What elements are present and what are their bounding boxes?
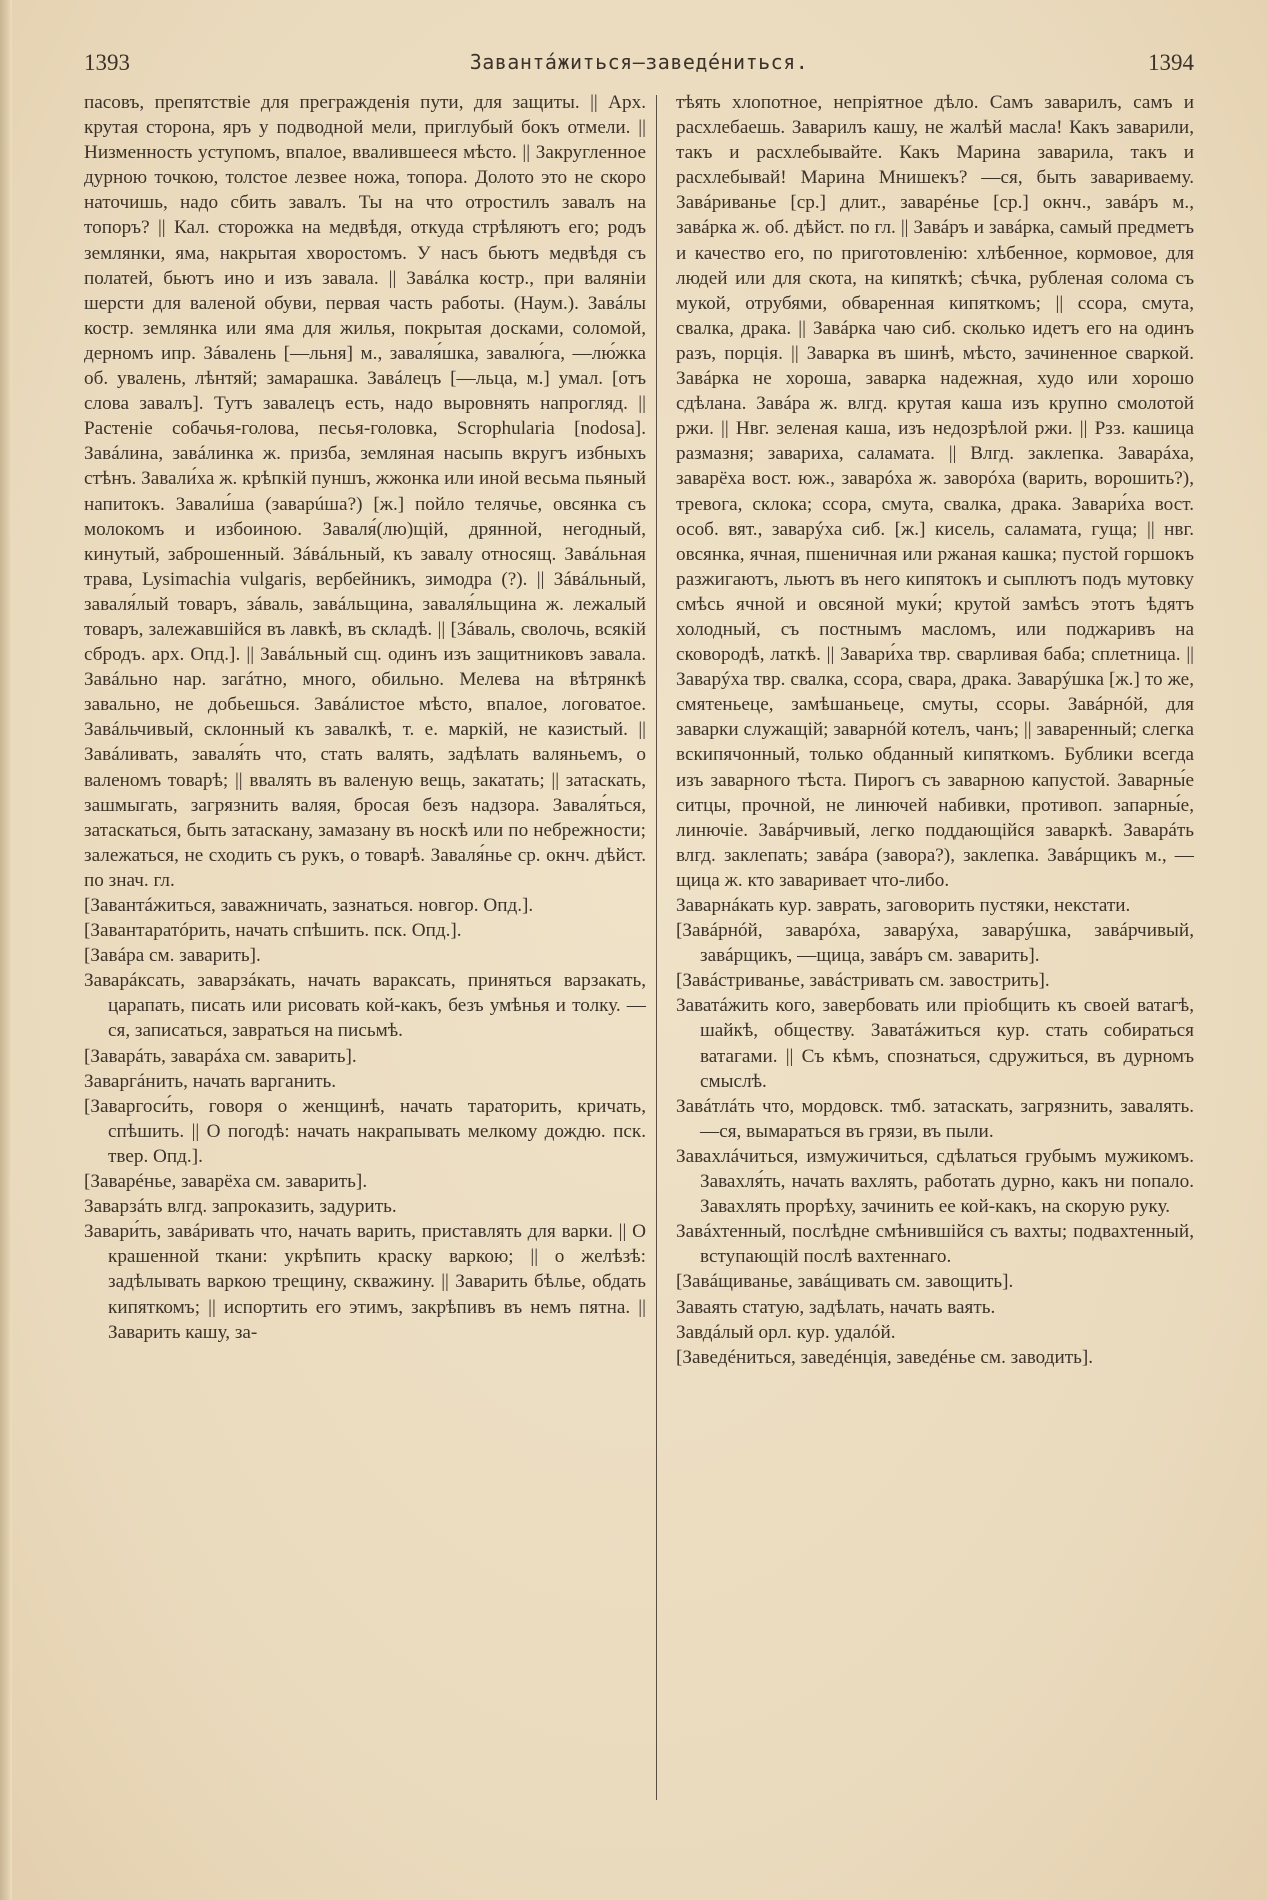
entry-zavedenitsya: [Заведéниться, заведéнція, заведéнье см. заводить]. xyxy=(676,1346,1094,1368)
entry-zavarit: Завари́ть, завáривать что, начать варить, приставлять для варки. || О крашенной ткани: укрѣпить краску варкою; || о желѣзѣ: задѣлывать варкою трещину, скважину. || Заварить бѣлье, обдать кипяткомъ; || испортить его этимъ, закрѣпивъ въ немъ пятна. || Заварить кашу, за- xyxy=(84,1221,646,1343)
right-column xyxy=(676,90,1194,1370)
column-divider xyxy=(656,95,657,1800)
entry-zavayat: Заваять статую, задѣлать, начать ваять. xyxy=(676,1296,996,1318)
entry-zavashchivanye: [Завáщиванье, завáщивать см. завощить]. xyxy=(676,1271,1014,1293)
entry-zavarenye: [Заварéнье, заварёха см. заварить]. xyxy=(84,1171,368,1193)
entry-zavatazhit: Заватáжить кого, завербовать или пріобщить къ своей ватагѣ, шайкѣ, обществу. Заватáжиться кур. стать собираться ватагами. || Съ кѣмъ, спознаться, сдружиться, въ дурномъ смыслѣ. xyxy=(676,995,1194,1092)
entry-zavarnakat: Заварнáкать кур. заврать, заговорить пустяки, некстати. xyxy=(676,895,1131,916)
entry-zavarit-continuation: тѣять хлопотное, непріятное дѣло. Самъ заварилъ, самъ и расхлебаешь. Заварилъ кашу, не жалѣй масла! Какъ заварили, такъ и расхлебывайте. Какъ Марина заварила, такъ и расхлебывай! Марина Мнишекъ? —ся, быть завариваему. Завáриванье [ср.] длит., заварéнье [ср.] окнч., завáръ м., завáрка ж. об. дѣйст. по гл. || Завáръ и завáрка, самый предметъ и качество его, по приготовленію: хлѣбенное, кормовое, для людей или для скота, на кипяткѣ; сѣчка, рубленая солома съ мукой, отрубями, обваренная кипяткомъ; || ссора, смута, свалка, драка. || Завáрка чаю сиб. сколько идетъ его на одинъ разъ, порція. || Заварка въ шинѣ, мѣсто, зачиненное сваркой. Завáрка не хороша, заварка надежная, худо или хорошо сдѣлана. Завáра ж. влгд. крутая каша изъ крупно смолотой ржи. || Нвг. зеленая каша, изъ недозрѣлой ржи. || Рзз. кашица размазня; завариха, саламата. || Влгд. заклепка. Заварáха, заварёха вост. юж., заварóха ж. заворóха (варить, ворошить?), тревога, склока; ссора, смута, свалка, драка. Завари́ха вост. особ. вят., заварýха сиб. [ж.] кисель, саламата, гуща; || нвг. овсянка, ячная, пшеничная или ржаная кашка; пустой горшокъ разжигаютъ, льютъ въ него кипятокъ и сыплютъ подъ мутовку смѣсь ячной и овсяной муки́; крутой замѣсъ этотъ ѣдятъ холодный, съ постнымъ масломъ, или поджаривъ на сковородѣ, латкѣ. || Завари́ха твр. сварливая баба; сплетница. || Заварýха твр. свалка, ссора, свара, драка. Заварýшка [ж.] то же, смятеньеце, замѣшаньеце, смуты, ссоры. Завáрнóй, для заварки служащій; заварнóй котелъ, чанъ; || заваренный; слегка вскипячонный, только обданный кипяткомъ. Бублики всегда изъ заварного тѣста. Пирогъ съ заварною капустой. Заварны́е ситцы, прочной, не линючей набивки, противоп. запарны́е, линючіе. Завáрчивый, легко поддающійся заваркѣ. Заварáть влгд. заклепать; завáра (завора?), заклепка. Завáрщикъ м., —щица ж. кто заваривает что-либо. xyxy=(676,92,1194,891)
entry-zavantazhitsya: [Завантáжиться, заважничать, зазнаться. новгор. Опд.]. xyxy=(84,895,534,916)
entry-zavarat: [Заварáть, заварáха см. заварить]. xyxy=(84,1045,357,1067)
entry-zavarganit: Заваргáнить, начать варганить. xyxy=(84,1070,337,1092)
entry-zavarzat: Заварзáть влгд. запроказить, задурить. xyxy=(84,1196,397,1218)
entry-zavakhtenny: Завáхтенный, послѣдне смѣнившійся съ вахты; подвахтенный, вступающій послѣ вахтеннаго. xyxy=(676,1221,1194,1268)
entry-zavatlat: Завáтлáть что, мордовск. тмб. затаскать, загрязнить, завалять. —ся, вымараться въ грязи, въ пыли. xyxy=(676,1095,1194,1142)
entry-zavara: [Завáра см. заварить]. xyxy=(84,945,261,967)
entry-zavaraksat: Заварáксать, заварзáкать, начать вараксать, приняться варзакать, царапать, писать или рисовать кой-какъ, безъ умѣнья и толку. —ся, записаться, завраться на письмѣ. xyxy=(84,970,646,1042)
entry-continuation: пасовъ, препятствіе для преграждeнія пути, для защиты. || Арх. крутая сторона, яръ у подводной мели, приглубый бокъ отмели. || Низменность уступомъ, впалое, ввалившееся мѣсто. || Закругленное дурною точкою, толстое лезвее ножа, топора. Долото это не скоро наточишь, надо сбить завалъ. Ты на что отростилъ завалъ на топоръ? || Кал. сторожка на медвѣдя, откуда стрѣляютъ его; родъ землянки, яма, накрытая хворостомъ. У насъ бьютъ медвѣдя съ полатей, бьютъ ино и изъ завала. || Завáлка костр., при валяніи шерсти для валеной обуви, первая часть работы. (Наум.). Завáлы костр. землянка или яма для жилья, покрытая досками, соломой, дерномъ ипр. Зáвалень [—льня] м., заваля́шка, завалю́га, —лю́жка об. увалень, лѣнтяй; замарашка. Завáлецъ [—льца, м.] умал. [отъ слова завалъ]. Тутъ завалецъ есть, надо выровнять напрогляд. || Растеніе собачья-голова, песья-головка, Scrophularia [nodosa]. Завáлина, завáлинка ж. призба, земляная насыпь вкругъ избныхъ стѣнъ. Завали́ха ж. крѣпкій пуншъ, жжонка или иной весьма пьяный напитокъ. Завали́ша (заварúша?) [ж.] пойло телячье, овсянка съ молокомъ и избоиною. Заваля́(лю)щій, дрянной, негодный, кинутый, заброшенный. Зáвáльный, къ завалу относящ. Завáльная трава, Lysimachia vulgaris, вербейникъ, зимодра (?). || Зáвáльный, заваля́лый товаръ, зáваль, завáльщина, заваля́льщина ж. лежалый товаръ, залежавшійся въ лавкѣ, въ складѣ. || [Зáваль, сволочь, всякій сбродъ. арх. Опд.]. || Завáльный сщ. одинъ изъ защитниковъ завала. Завáльно нар. загáтно, много, обильно. Мелева на вѣтрянкѣ завально, не добьешься. Завáлистое мѣсто, впалое, логоватое. Завáльчивый, склонный къ завалкѣ, т. е. маркій, не казистый. || Завáливать, заваля́ть что, стать валять, задѣлать валяньемъ, о валеномъ товарѣ; || ввалять въ валеную вещь, закатать; || затаскать, зашмыгать, загрязнить валяя, бросая безъ надзора. Заваля́ться, затаскаться, быть затаскану, замазану въ носкѣ или по небрежности; залежаться, не сходить съ рукъ, о товарѣ. Заваля́нье ср. окнч. дѣйст. по знач. гл. xyxy=(84,92,646,891)
page-number-right: 1394 xyxy=(1148,50,1194,75)
entry-zavdaly: Завдáлый орл. кур. удалóй. xyxy=(676,1321,896,1343)
entry-zavantaratorit: [Завантаратóрить, начать спѣшить. пск. Опд.]. xyxy=(84,920,462,942)
running-head: Завантáжиться—заведéниться. xyxy=(469,50,809,74)
entry-zavakhlachitsya: Завахлáчиться, измужичиться, сдѣлаться грубымъ мужикомъ. Завахля́ть, начать вахлять, работать дурно, какъ ни попало. Завахлять прорѣху, зачинить ее кой-какъ, на скорую руку. xyxy=(676,1145,1194,1218)
page-header xyxy=(84,50,1194,80)
entry-zavargosit: [Заваргоси́ть, говоря о женщинѣ, начать тараторить, кричать, спѣшить. || О погодѣ: начать накрапывать мелкому дождю. пск. твер. Опд.]. xyxy=(84,1095,646,1167)
book-binding-edge xyxy=(0,0,12,1900)
entry-zavastrivanye: [Завáстриванье, завáстривать см. завострить]. xyxy=(676,970,1050,992)
page-number-left: 1393 xyxy=(84,50,130,75)
left-column xyxy=(84,90,646,1345)
entry-zavarnoy-crossref: [Завáрнóй, заварóха, заварýха, заварýшка, завáрчивый, завáрщикъ, —щица, завáръ см. заварить]. xyxy=(676,920,1194,967)
